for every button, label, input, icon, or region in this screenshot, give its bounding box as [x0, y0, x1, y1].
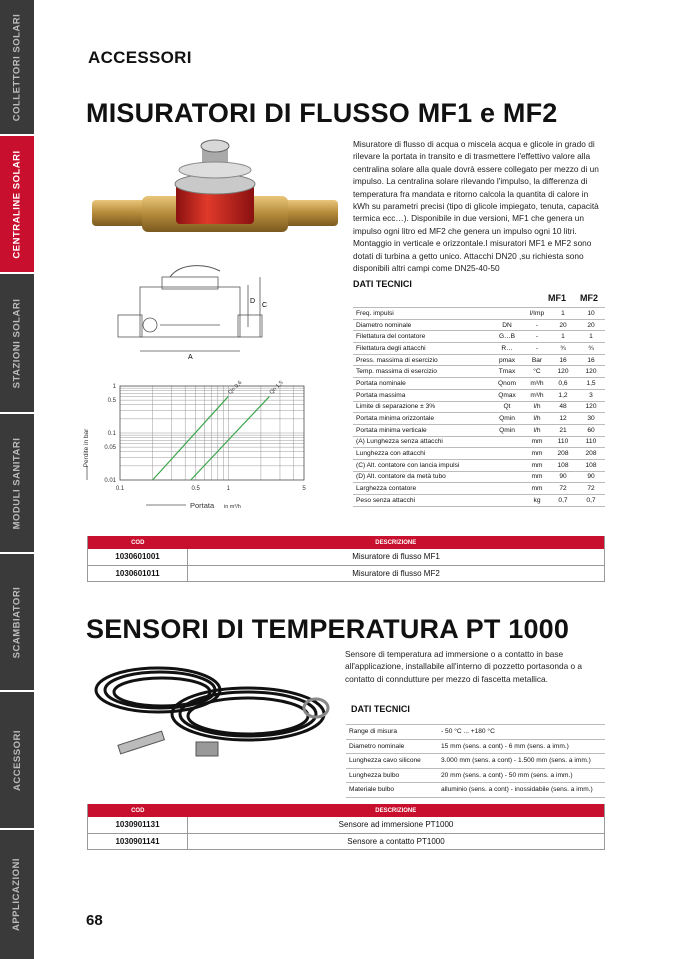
mf-cell-param: Lunghezza con attacchi [353, 448, 489, 460]
mf-cell-mf2: 1 [577, 331, 605, 343]
mf-cell-sym: Qmin [489, 424, 525, 436]
mf-cell-param: Larghezza contatore [353, 483, 489, 495]
mf-tech-row [353, 471, 605, 483]
x-axis-label: Portata [190, 501, 215, 510]
mf-cell-param: Press. massima di esercizio [353, 354, 489, 366]
mf-cell-mf1: 16 [549, 354, 577, 366]
pt-product-table [87, 804, 605, 850]
cod-header: COD [88, 804, 188, 817]
mf-cell-sym [489, 436, 525, 448]
x-tick-label: 1 [226, 486, 230, 492]
mf-cell-unit: - [525, 343, 549, 355]
desc-header: DESCRIZIONE [188, 536, 605, 549]
mf-tech-row [353, 413, 605, 425]
mf-cell-unit: mm [525, 436, 549, 448]
mf-cell-mf2: 120 [577, 401, 605, 413]
mf-cell-unit: mm [525, 448, 549, 460]
page-number: 68 [86, 912, 103, 929]
mf-tech-row [353, 459, 605, 471]
mf-cell-param: Limite di separazione ± 3% [353, 401, 489, 413]
mf-cell-sym: Tmax [489, 366, 525, 378]
mf-tech-row [353, 436, 605, 448]
mf-cell-unit: - [525, 319, 549, 331]
product-code: 1030601011 [88, 565, 188, 581]
mf-cell-mf2: 0,7 [577, 495, 605, 507]
pt-cell-param: Materiale bulbo [346, 783, 438, 798]
mf-dati-tecnici-label: DATI TECNICI [353, 279, 412, 289]
temperature-sensor-photo [88, 650, 338, 770]
pt-cell-param: Diametro nominale [346, 739, 438, 754]
mf-cell-sym: Qnom [489, 378, 525, 390]
mf-cell-param: Portata minima verticale [353, 424, 489, 436]
mf-cell-mf1: 1,2 [549, 389, 577, 401]
mf-cell-mf1: 108 [549, 459, 577, 471]
mf-cell-param: Filettatura del contatore [353, 331, 489, 343]
sidebar-tab-stazioni-solari[interactable]: STAZIONI SOLARI [0, 274, 34, 414]
mf-cell-mf1: 1 [549, 331, 577, 343]
mf-cell-sym [489, 471, 525, 483]
mf-cell-mf1: 0,6 [549, 378, 577, 390]
cod-header: COD [88, 536, 188, 549]
col-mf2: MF2 [580, 293, 598, 303]
mf-tech-table [353, 307, 605, 507]
mf-cell-unit: - [525, 331, 549, 343]
mf-cell-param: (C) Alt. contatore con lancia impulsi [353, 459, 489, 471]
series-line [153, 396, 229, 480]
mf-tech-row [353, 378, 605, 390]
mf-tech-row [353, 495, 605, 507]
mf-cell-sym [489, 495, 525, 507]
mf-tech-row [353, 424, 605, 436]
mf-cell-unit: kg [525, 495, 549, 507]
label-c: C [262, 302, 268, 309]
sidebar-tab-collettori-solari[interactable]: COLLETTORI SOLARI [0, 0, 34, 136]
mf-cell-mf2: 30 [577, 413, 605, 425]
mf-cell-unit: l/Imp [525, 308, 549, 320]
mf-cell-sym [489, 448, 525, 460]
pt-tech-row [346, 725, 605, 740]
flow-meter-technical-drawing [110, 265, 280, 360]
mf-cell-mf1: 48 [549, 401, 577, 413]
pt-tech-row [346, 768, 605, 783]
mf-cell-sym [489, 459, 525, 471]
mf-tech-row [353, 448, 605, 460]
mf-cell-unit: °C [525, 366, 549, 378]
mf-product-table [87, 536, 605, 582]
mf-cell-mf2: 208 [577, 448, 605, 460]
product-row [88, 565, 605, 581]
mf-cell-sym: Qmin [489, 413, 525, 425]
mf-cell-mf1: 120 [549, 366, 577, 378]
mf-cell-param: Temp. massima di esercizio [353, 366, 489, 378]
y-axis-label: Perdite in bar [83, 428, 90, 468]
mf-cell-param: Portata massima [353, 389, 489, 401]
x-tick-label: 0.1 [115, 486, 125, 492]
mf-cell-sym: pmax [489, 354, 525, 366]
product-code: 1030901141 [88, 833, 188, 849]
pt-tech-row [346, 754, 605, 769]
mf-cell-sym: DN [489, 319, 525, 331]
mf-cell-mf1: 110 [549, 436, 577, 448]
mf-cell-unit: l/h [525, 401, 549, 413]
mf-cell-mf1: ¾ [549, 343, 577, 355]
pt-cell-param: Lunghezza cavo silicone [346, 754, 438, 769]
mf-cell-mf1: 12 [549, 413, 577, 425]
x-tick-label: 5 [302, 486, 306, 492]
pressure-loss-chart [78, 368, 338, 518]
mf-cell-mf1: 20 [549, 319, 577, 331]
mf-cell-mf2: 10 [577, 308, 605, 320]
mf-cell-param: Freq. impulsi [353, 308, 489, 320]
mf-tech-row [353, 354, 605, 366]
mf-cell-param: Portata minima orizzontale [353, 413, 489, 425]
mf-cell-param: Diametro nominale [353, 319, 489, 331]
product-row [88, 833, 605, 849]
product-description: Misuratore di flusso MF2 [188, 565, 605, 581]
pt-cell-param: Lunghezza bulbo [346, 768, 438, 783]
mf-cell-sym: R… [489, 343, 525, 355]
sidebar-tab-scambiatori[interactable]: SCAMBIATORI [0, 554, 34, 692]
label-a: A [188, 354, 193, 360]
product-row [88, 549, 605, 565]
pt-description: Sensore di temperatura ad immersione o a contatto in base all'applicazione, installabile all'interno di pozzetto portasonda o a contatto di conndutture per mezzo di fascetta metallica. [345, 649, 583, 684]
mf-tech-table-header [541, 291, 605, 305]
y-tick-label: 0.1 [107, 431, 116, 437]
mf-cell-unit: l/h [525, 413, 549, 425]
y-tick-label: 0.01 [104, 478, 116, 484]
mf-cell-mf2: 120 [577, 366, 605, 378]
mf-cell-mf2: ¾ [577, 343, 605, 355]
mf-cell-unit: Bar [525, 354, 549, 366]
mf-title: MISURATORI DI FLUSSO MF1 e MF2 [86, 98, 558, 128]
mf-cell-unit: mm [525, 471, 549, 483]
mf-cell-mf1: 208 [549, 448, 577, 460]
mf-cell-mf2: 90 [577, 471, 605, 483]
x-tick-label: 0.5 [191, 486, 200, 492]
mf-cell-param: (A) Lunghezza senza attacchi [353, 436, 489, 448]
mf-cell-unit: mm [525, 459, 549, 471]
mf-cell-mf2: 16 [577, 354, 605, 366]
mf-tech-row [353, 389, 605, 401]
col-mf1: MF1 [548, 293, 566, 303]
mf-cell-unit: mm [525, 483, 549, 495]
pt-tech-row [346, 739, 605, 754]
pt-tech-table [346, 724, 605, 798]
product-code: 1030901131 [88, 817, 188, 833]
mf-cell-mf2: 3 [577, 389, 605, 401]
sidebar-tab-moduli-sanitari[interactable]: MODULI SANITARI [0, 414, 34, 554]
product-description: Sensore a contatto PT1000 [188, 833, 605, 849]
pt-cell-value: 20 mm (sens. a cont) - 50 mm (sens. a imm.) [438, 768, 605, 783]
label-d: D [250, 298, 256, 305]
mf-cell-param: Peso senza attacchi [353, 495, 489, 507]
sidebar [0, 0, 34, 959]
mf-cell-mf2: 60 [577, 424, 605, 436]
y-tick-label: 0.5 [107, 398, 116, 405]
mf-cell-mf2: 108 [577, 459, 605, 471]
y-tick-label: 0.05 [104, 445, 116, 452]
product-row [88, 817, 605, 833]
mf-tech-row [353, 319, 605, 331]
mf-cell-unit: l/h [525, 424, 549, 436]
mf-cell-param: Portata nominale [353, 378, 489, 390]
mf-cell-mf1: 72 [549, 483, 577, 495]
mf-cell-unit: m³/h [525, 389, 549, 401]
mf-cell-sym: Qt [489, 401, 525, 413]
mf-cell-sym: G…B [489, 331, 525, 343]
mf-cell-unit: m³/h [525, 378, 549, 390]
mf-cell-mf2: 110 [577, 436, 605, 448]
mf-tech-row [353, 483, 605, 495]
mf-tech-row [353, 343, 605, 355]
pt-cell-value: 3.000 mm (sens. a cont) - 1.500 mm (sens. a imm.) [438, 754, 605, 769]
pt-cell-value: alluminio (sens. a cont) - inossidabile (sens. a imm.) [438, 783, 605, 798]
mf-description: Misuratore di flusso di acqua o miscela acqua e glicole in grado di rilevare la portata in transito e di trasmettere l'effettivo valore alla centralina solare alla quale dovrà essere collegato per mezzo di un impulso. La centralina solare rilevando l'impulso, la differenza di temperatura fra mandata e ritorno calcola la quantita di calore in kWh su parametri precisi (tipo di glicole impiegato, tenuta, capacità termica ecc…). Disponibile in due versioni, MF1 che genera un impulso ogni litro ed MF2 che genera un impulso ogni 10 litri. Montaggio in verticale e orizzontale.I misuratori MF1 e MF2 sono dotati di turbina a getto unico. Attacchi DN20 ,su richiesta sono disponibili altri campi come DN25-40-50 [353, 139, 599, 274]
mf-tech-row [353, 308, 605, 320]
mf-cell-sym [489, 308, 525, 320]
mf-cell-param: (D) Alt. contatore da metà tubo [353, 471, 489, 483]
pt-dati-tecnici-label: DATI TECNICI [351, 704, 410, 714]
mf-cell-param: Filettatura degli attacchi [353, 343, 489, 355]
mf-cell-mf2: 1,5 [577, 378, 605, 390]
x-axis-unit: in m³/h [224, 504, 241, 510]
pt-cell-value: - 50 °C ... +180 °C [438, 725, 605, 740]
mf-cell-mf2: 72 [577, 483, 605, 495]
mf-cell-mf2: 20 [577, 319, 605, 331]
product-code: 1030601001 [88, 549, 188, 565]
mf-tech-row [353, 366, 605, 378]
product-description: Sensore ad immersione PT1000 [188, 817, 605, 833]
product-description: Misuratore di flusso MF1 [188, 549, 605, 565]
mf-cell-mf1: 0,7 [549, 495, 577, 507]
series-label: Qn 1,5 [268, 379, 285, 396]
mf-tech-row [353, 401, 605, 413]
sidebar-tab-applicazioni[interactable]: APPLICAZIONI [11, 857, 23, 932]
mf-cell-sym: Qmax [489, 389, 525, 401]
mf-cell-mf1: 90 [549, 471, 577, 483]
mf-cell-sym [489, 483, 525, 495]
pt-tech-row [346, 783, 605, 798]
series-label: Qn 0,6 [227, 379, 244, 396]
series-line [191, 396, 270, 480]
sidebar-tab-centraline-solari[interactable]: CENTRALINE SOLARI [0, 136, 34, 274]
sidebar-tab-accessori[interactable]: ACCESSORI [0, 692, 34, 830]
flow-meter-photo [86, 138, 344, 248]
pt-cell-value: 15 mm (sens. a cont) - 6 mm (sens. a imm.) [438, 739, 605, 754]
mf-cell-mf1: 21 [549, 424, 577, 436]
pt-cell-param: Range di misura [346, 725, 438, 740]
pt-title: SENSORI DI TEMPERATURA PT 1000 [86, 614, 570, 644]
mf-cell-mf1: 1 [549, 308, 577, 320]
y-tick-label: 1 [112, 384, 116, 390]
desc-header: DESCRIZIONE [188, 804, 605, 817]
mf-tech-row [353, 331, 605, 343]
section-heading: ACCESSORI [88, 48, 192, 67]
